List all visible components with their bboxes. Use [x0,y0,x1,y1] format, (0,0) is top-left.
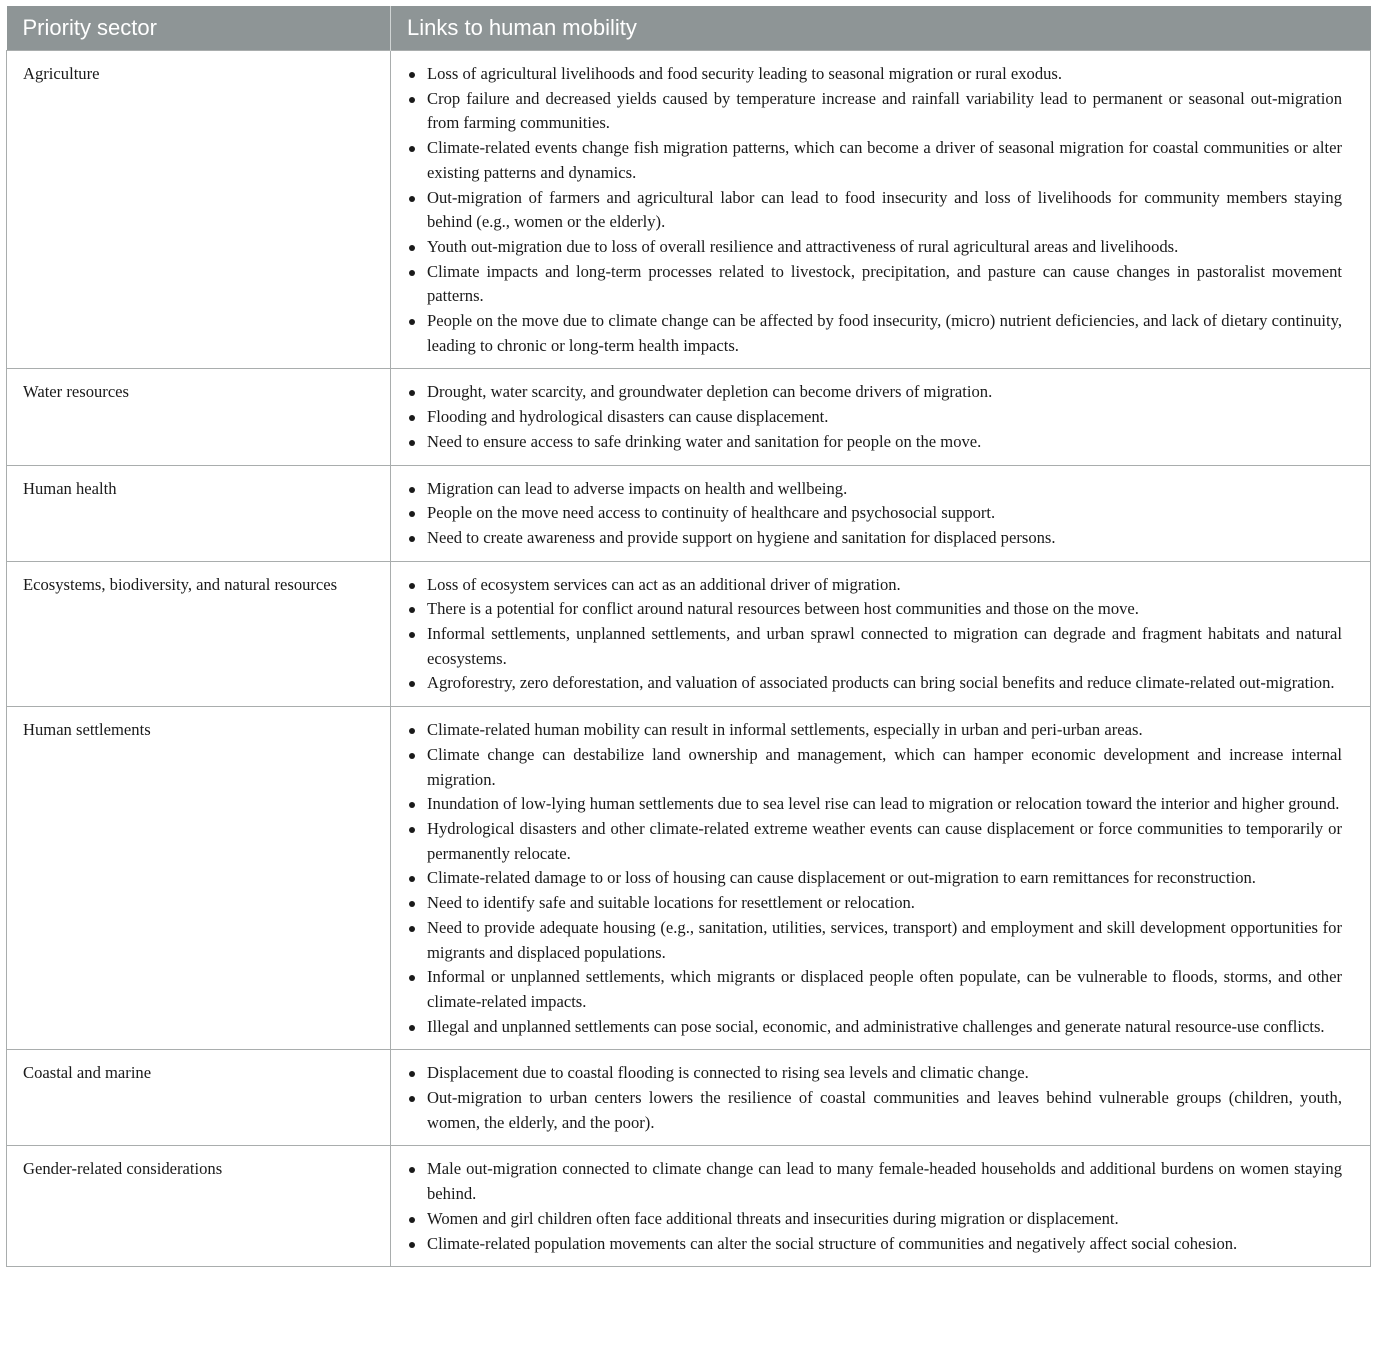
list-item: Drought, water scarcity, and groundwater depletion can become drivers of migration. [407,380,1342,405]
list-item: Climate-related population movements can alter the social structure of communities and negatively affect social cohesion. [407,1232,1342,1257]
bullet-list [407,62,1342,358]
priority-sector-cell: Human health [7,465,391,561]
table-row [7,1050,1371,1146]
table-row [7,707,1371,1050]
bullet-list [407,380,1342,454]
list-item: Crop failure and decreased yields caused by temperature increase and rainfall variability lead to permanent or seasonal out-migration from farming communities. [407,87,1342,136]
table-body [7,51,1371,1267]
list-item: There is a potential for conflict around natural resources between host communities and those on the move. [407,597,1342,622]
priority-sector-cell: Ecosystems, biodiversity, and natural resources [7,561,391,707]
bullet-list [407,573,1342,697]
table-row [7,51,1371,369]
list-item: People on the move need access to continuity of healthcare and psychosocial support. [407,501,1342,526]
bullet-list [407,477,1342,551]
list-item: Climate-related events change fish migration patterns, which can become a driver of seasonal migration for coastal communities or alter existing patterns and dynamics. [407,136,1342,185]
mobility-links-cell [391,369,1371,465]
list-item: Need to identify safe and suitable locations for resettlement or relocation. [407,891,1342,916]
bullet-list [407,1157,1342,1256]
table-row [7,1146,1371,1267]
list-item: Need to create awareness and provide support on hygiene and sanitation for displaced persons. [407,526,1342,551]
list-item: Youth out-migration due to loss of overall resilience and attractiveness of rural agricultural areas and livelihoods. [407,235,1342,260]
list-item: Hydrological disasters and other climate-related extreme weather events can cause displacement or force communities to temporarily or permanently relocate. [407,817,1342,866]
priority-sector-cell: Gender-related considerations [7,1146,391,1267]
list-item: Need to ensure access to safe drinking water and sanitation for people on the move. [407,430,1342,455]
priority-sector-cell: Human settlements [7,707,391,1050]
mobility-links-cell [391,1050,1371,1146]
table-header-row [7,6,1371,51]
list-item: Inundation of low-lying human settlements due to sea level rise can lead to migration or relocation toward the interior and higher ground. [407,792,1342,817]
mobility-links-cell [391,561,1371,707]
list-item: Agroforestry, zero deforestation, and valuation of associated products can bring social benefits and reduce climate-related out-migration. [407,671,1342,696]
list-item: Migration can lead to adverse impacts on health and wellbeing. [407,477,1342,502]
priority-sector-cell: Coastal and marine [7,1050,391,1146]
list-item: Displacement due to coastal flooding is connected to rising sea levels and climatic change. [407,1061,1342,1086]
list-item: Climate change can destabilize land ownership and management, which can hamper economic development and increase internal migration. [407,743,1342,792]
list-item: Informal or unplanned settlements, which migrants or displaced people often populate, can be vulnerable to floods, storms, and other climate-related impacts. [407,965,1342,1014]
table-row [7,369,1371,465]
mobility-links-cell [391,1146,1371,1267]
list-item: Loss of ecosystem services can act as an additional driver of migration. [407,573,1342,598]
list-item: Male out-migration connected to climate change can lead to many female-headed households and additional burdens on women staying behind. [407,1157,1342,1206]
header-links-to-human-mobility: Links to human mobility [391,6,1371,51]
header-priority-sector: Priority sector [7,6,391,51]
list-item: Climate-related human mobility can result in informal settlements, especially in urban and peri-urban areas. [407,718,1342,743]
sector-mobility-table [6,6,1371,1267]
list-item: Climate-related damage to or loss of housing can cause displacement or out-migration to earn remittances for reconstruction. [407,866,1342,891]
list-item: Out-migration of farmers and agricultural labor can lead to food insecurity and loss of livelihoods for community members staying behind (e.g., women or the elderly). [407,186,1342,235]
list-item: Informal settlements, unplanned settlements, and urban sprawl connected to migration can degrade and fragment habitats and natural ecosystems. [407,622,1342,671]
list-item: Climate impacts and long-term processes related to livestock, precipitation, and pasture can cause changes in pastoralist movement patterns. [407,260,1342,309]
table-row [7,561,1371,707]
list-item: People on the move due to climate change can be affected by food insecurity, (micro) nutrient deficiencies, and lack of dietary continuity, leading to chronic or long-term health impacts. [407,309,1342,358]
mobility-links-cell [391,51,1371,369]
bullet-list [407,718,1342,1039]
list-item: Need to provide adequate housing (e.g., sanitation, utilities, services, transport) and employment and skill development opportunities for migrants and displaced populations. [407,916,1342,965]
bullet-list [407,1061,1342,1135]
list-item: Illegal and unplanned settlements can pose social, economic, and administrative challenges and generate natural resource-use conflicts. [407,1015,1342,1040]
list-item: Women and girl children often face additional threats and insecurities during migration or displacement. [407,1207,1342,1232]
mobility-links-cell [391,465,1371,561]
table-row [7,465,1371,561]
mobility-links-cell [391,707,1371,1050]
priority-sector-cell: Water resources [7,369,391,465]
list-item: Out-migration to urban centers lowers the resilience of coastal communities and leaves behind vulnerable groups (children, youth, women, the elderly, and the poor). [407,1086,1342,1135]
list-item: Flooding and hydrological disasters can cause displacement. [407,405,1342,430]
list-item: Loss of agricultural livelihoods and food security leading to seasonal migration or rural exodus. [407,62,1342,87]
priority-sector-cell: Agriculture [7,51,391,369]
